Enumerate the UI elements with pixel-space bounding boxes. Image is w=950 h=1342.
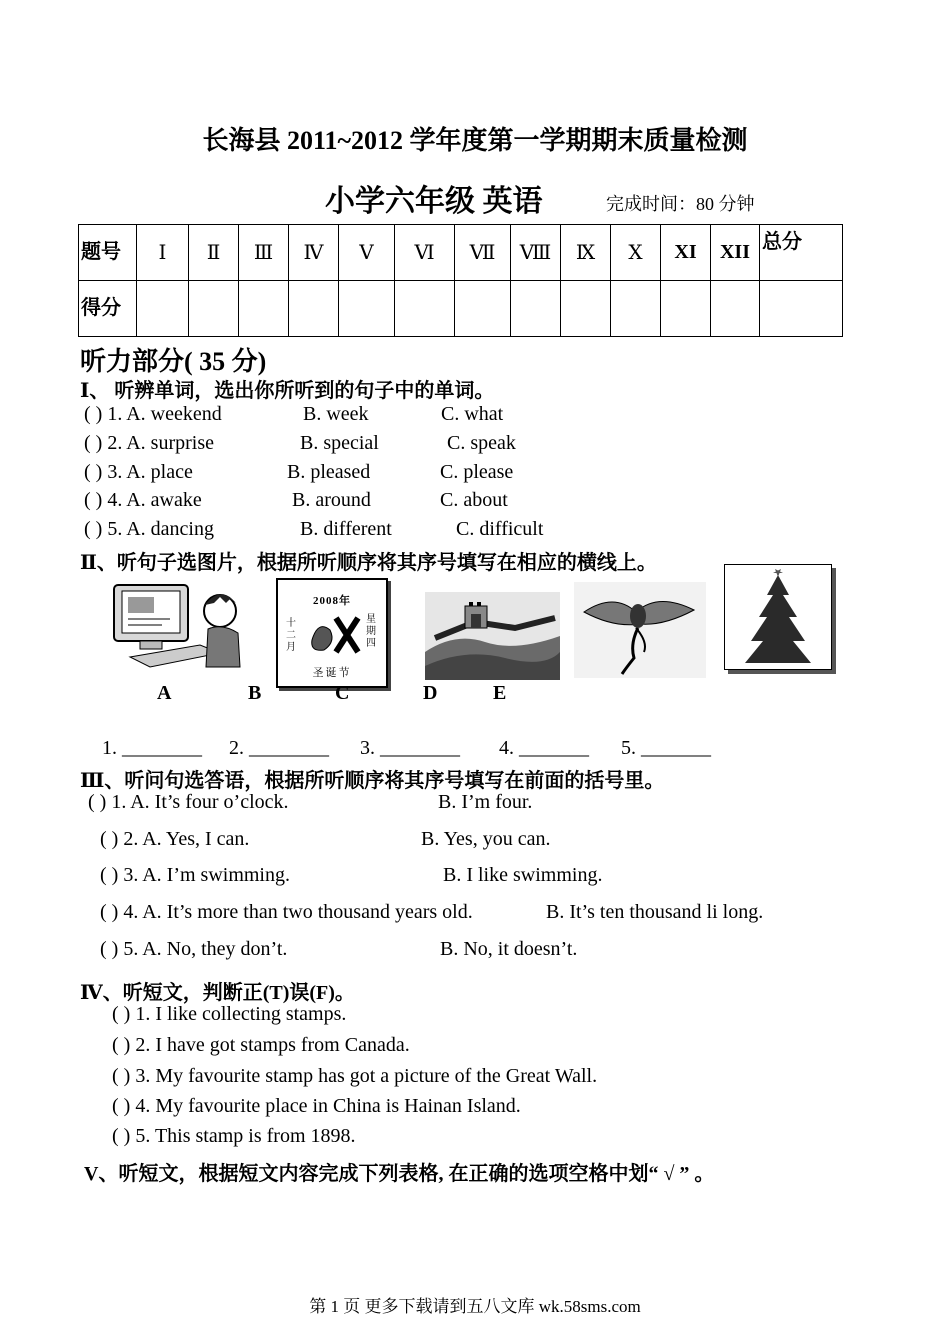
section-numeral: Ⅹ [611, 225, 661, 281]
part5-heading: V、听短文，根据短文内容完成下列表格, 在正确的选项空格中划“ √ ” 。 [84, 1163, 715, 1185]
score-cell[interactable] [239, 281, 289, 337]
exam-title: 长海县 2011~2012 学年度第一学期期末质量检测 [202, 126, 748, 155]
score-cell[interactable] [189, 281, 239, 337]
christmas-tree-picture [724, 564, 832, 670]
part3-q4-b: B. It’s ten thousand li long. [546, 901, 764, 923]
part1-q2: ( ) 2. A. surprise [84, 432, 214, 454]
part1-q1-c: C. what [441, 403, 504, 425]
answer-blank-3[interactable]: 3. ________ [360, 737, 460, 759]
time-limit: 完成时间：80 分钟 [606, 194, 755, 214]
score-cell[interactable] [760, 281, 843, 337]
answer-blank-2[interactable]: 2. ________ [229, 737, 329, 759]
part3-heading: Ⅲ、听问句选答语，根据所听顺序将其序号填写在前面的括号里。 [80, 770, 665, 792]
section-numeral: Ⅵ [395, 225, 455, 281]
part1-q3-b: B. pleased [287, 461, 371, 483]
calendar-festival: 圣诞节 [312, 667, 352, 679]
part1-q5: ( ) 5. A. dancing [84, 518, 214, 540]
part4-heading: Ⅳ、听短文，判断正(T)误(F)。 [80, 982, 355, 1004]
section-numeral: Ⅶ [455, 225, 511, 281]
calendar-weekday: 星期四 [366, 614, 376, 649]
section-numeral: XI [661, 225, 711, 281]
score-cell[interactable] [561, 281, 611, 337]
section-numeral: Ⅷ [511, 225, 561, 281]
picture-letter-e: E [493, 682, 507, 704]
picture-letter-a: A [157, 682, 172, 704]
part1-q4: ( ) 4. A. awake [84, 489, 202, 511]
part3-q1-a: ( ) 1. A. It’s four o’clock. [88, 791, 289, 813]
part1-q4-c: C. about [440, 489, 508, 511]
christmas-tree-icon [725, 565, 831, 669]
page-footer: 第 1 页 更多下载请到五八文库 wk.58sms.com [309, 1297, 641, 1316]
score-cell[interactable] [339, 281, 395, 337]
score-cell[interactable] [711, 281, 760, 337]
part3-q3-b: B. I like swimming. [443, 864, 603, 886]
part1-q5-c: C. difficult [456, 518, 544, 540]
picture-letter-c: C [335, 682, 350, 704]
answer-blank-5[interactable]: 5. _______ [621, 737, 711, 759]
score-label: 得分 [79, 281, 137, 337]
computer-boy-picture [110, 577, 246, 673]
score-table [78, 224, 843, 337]
great-wall-picture [425, 592, 560, 680]
exam-subtitle: 小学六年级 英语 [325, 185, 543, 218]
score-cell[interactable] [511, 281, 561, 337]
picture-letter-d: D [423, 682, 438, 704]
score-table-header-row [79, 225, 843, 281]
part4-q4: ( ) 4. My favourite place in China is Hainan Island. [112, 1095, 521, 1117]
part3-q3-a: ( ) 3. A. I’m swimming. [100, 864, 290, 886]
listening-section-heading: 听力部分( 35 分) [80, 347, 267, 376]
part1-q4-b: B. around [292, 489, 371, 511]
score-cell[interactable] [395, 281, 455, 337]
section-numeral: Ⅲ [239, 225, 289, 281]
part1-q1-b: B. week [303, 403, 369, 425]
section-numeral: Ⅱ [189, 225, 239, 281]
part1-q1: ( ) 1. A. weekend [84, 403, 222, 425]
score-table-score-row [79, 281, 843, 337]
total-score-label: 总分 [760, 225, 843, 281]
score-cell[interactable] [289, 281, 339, 337]
part1-heading: Ⅰ、 听辨单词，选出你所听到的句子中的单词。 [80, 380, 495, 402]
section-numeral: Ⅳ [289, 225, 339, 281]
part3-q4-a: ( ) 4. A. It’s more than two thousand years old. [100, 901, 473, 923]
calendar-year: 2008年 [313, 595, 351, 607]
section-numeral: Ⅰ [137, 225, 189, 281]
part3-q2-a: ( ) 2. A. Yes, I can. [100, 828, 250, 850]
picture-letter-b: B [248, 682, 262, 704]
part4-q3: ( ) 3. My favourite stamp has got a picture of the Great Wall. [112, 1065, 598, 1087]
part3-q2-b: B. Yes, you can. [421, 828, 551, 850]
question-number-label: 题号 [79, 225, 137, 281]
part3-q1-b: B. I’m four. [438, 791, 533, 813]
calendar-month: 十二月 [286, 618, 296, 653]
calendar-date-graphic [302, 612, 362, 658]
kite-picture [574, 582, 706, 678]
answer-blank-1[interactable]: 1. ________ [102, 737, 202, 759]
score-cell[interactable] [137, 281, 189, 337]
part1-q2-b: B. special [300, 432, 379, 454]
score-cell[interactable] [455, 281, 511, 337]
part3-q5-a: ( ) 5. A. No, they don’t. [100, 938, 288, 960]
part1-q3: ( ) 3. A. place [84, 461, 193, 483]
part4-q1: ( ) 1. I like collecting stamps. [112, 1003, 347, 1025]
score-cell[interactable] [611, 281, 661, 337]
part4-q2: ( ) 2. I have got stamps from Canada. [112, 1034, 410, 1056]
section-numeral: XII [711, 225, 760, 281]
part1-q2-c: C. speak [447, 432, 516, 454]
section-numeral: Ⅴ [339, 225, 395, 281]
part1-q5-b: B. different [300, 518, 392, 540]
score-cell[interactable] [661, 281, 711, 337]
part2-heading: Ⅱ、听句子选图片，根据所听顺序将其序号填写在相应的横线上。 [80, 552, 657, 574]
answer-blank-4[interactable]: 4. _______ [499, 737, 589, 759]
christmas-calendar [276, 578, 388, 688]
part4-q5: ( ) 5. This stamp is from 1898. [112, 1125, 356, 1147]
part1-q3-c: C. please [440, 461, 514, 483]
section-numeral: Ⅸ [561, 225, 611, 281]
part3-q5-b: B. No, it doesn’t. [440, 938, 578, 960]
